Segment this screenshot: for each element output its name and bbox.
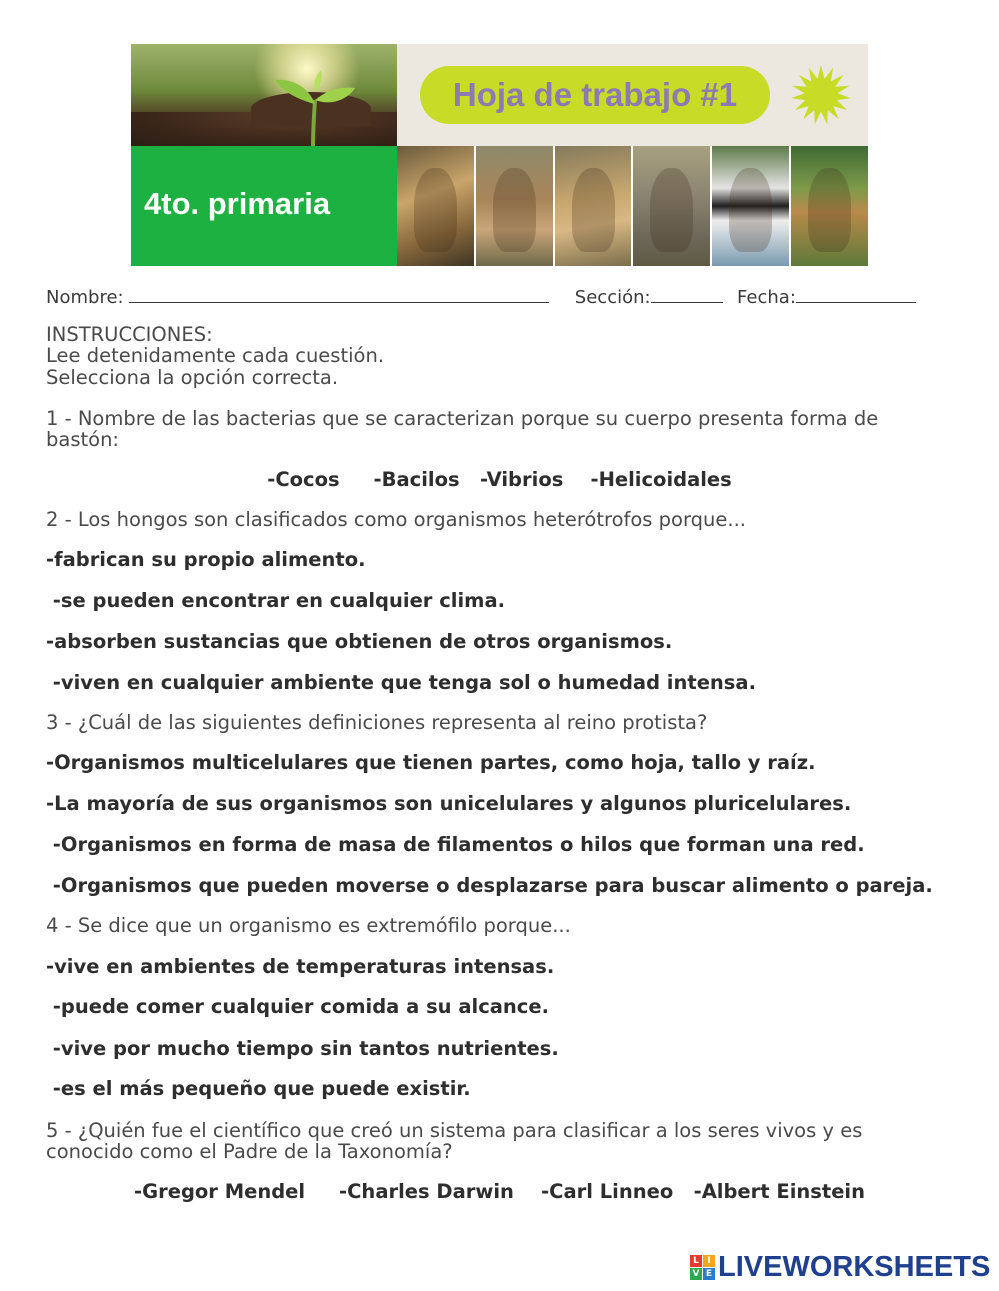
question-3-option-a[interactable]: -Organismos multicelulares que tienen partes, como hoja, tallo y raíz.: [46, 751, 816, 774]
seedling-icon: [269, 70, 359, 146]
name-field[interactable]: [129, 285, 549, 303]
question-4-option-d[interactable]: -es el más pequeño que puede existir.: [46, 1077, 471, 1100]
giraffe-photo: [789, 146, 868, 266]
question-3-text: 3 - ¿Cuál de las siguientes definiciones representa al reino protista?: [46, 711, 708, 734]
section-label: Sección:: [574, 287, 651, 308]
question-2-option-d[interactable]: -viven en cualquier ambiente que tenga sol o humedad intensa.: [46, 671, 756, 694]
date-label: Fecha:: [737, 287, 796, 308]
worksheet-title: Hoja de trabajo #1: [452, 76, 738, 113]
animal-photo-strip: [397, 146, 868, 266]
elephant-photo: [631, 146, 710, 266]
title-pill: [420, 66, 770, 124]
title-area: [397, 44, 868, 146]
zebra-photo: [710, 146, 789, 266]
question-2-text: 2 - Los hongos son clasificados como organismos heterótrofos porque...: [46, 508, 746, 531]
grade-panel: [131, 146, 397, 266]
question-3-option-c[interactable]: -Organismos en forma de masa de filamentos o hilos que forman una red.: [46, 833, 865, 856]
lioness-photo: [553, 146, 632, 266]
starburst-icon: [790, 64, 852, 126]
logo-letter-i: I: [703, 1255, 715, 1267]
question-5-options[interactable]: -Gregor Mendel -Charles Darwin -Carl Linneo -Albert Einstein: [134, 1180, 865, 1203]
liveworksheets-logo[interactable]: [690, 1251, 990, 1284]
date-field[interactable]: [796, 285, 916, 303]
question-3-option-b[interactable]: -La mayoría de sus organismos son unicelulares y algunos pluricelulares.: [46, 792, 852, 815]
question-4-option-b[interactable]: -puede comer cualquier comida a su alcance.: [46, 995, 549, 1018]
logo-letter-e: E: [703, 1268, 715, 1280]
question-2-option-a[interactable]: -fabrican su propio alimento.: [46, 548, 366, 571]
question-5-text: 5 - ¿Quién fue el científico que creó un sistema para clasificar a los seres vivos y es: [46, 1119, 863, 1142]
instructions-line-2: Selecciona la opción correcta.: [46, 366, 339, 389]
student-info-line: [46, 285, 916, 309]
question-3-option-d[interactable]: -Organismos que pueden moverse o desplazarse para buscar alimento o pareja.: [46, 874, 933, 897]
leopard-photo: [397, 146, 474, 266]
instructions-line-1: Lee detenidamente cada cuestión.: [46, 344, 385, 367]
instructions-heading: INSTRUCCIONES:: [46, 323, 213, 346]
logo-letter-l: L: [690, 1255, 702, 1267]
question-1-text: 1 - Nombre de las bacterias que se caracterizan porque su cuerpo presenta forma de: [46, 407, 879, 430]
question-5-text-cont: conocido como el Padre de la Taxonomía?: [46, 1140, 453, 1163]
question-4-text: 4 - Se dice que un organismo es extremófilo porque...: [46, 914, 571, 937]
seedling-image: [131, 44, 397, 146]
worksheet-banner: [131, 44, 868, 266]
antelope-photo: [474, 146, 553, 266]
question-4-option-a[interactable]: -vive en ambientes de temperaturas intensas.: [46, 955, 555, 978]
question-1-text-cont: bastón:: [46, 428, 119, 451]
question-4-option-c[interactable]: -vive por mucho tiempo sin tantos nutrientes.: [46, 1037, 559, 1060]
logo-letter-v: V: [690, 1268, 702, 1280]
name-label: Nombre:: [46, 287, 124, 308]
grade-label: 4to. primaria: [144, 186, 331, 221]
question-1-options[interactable]: -Cocos -Bacilos -Vibrios -Helicoidales: [267, 468, 732, 491]
logo-text: LIVEWORKSHEETS: [718, 1251, 991, 1283]
section-field[interactable]: [651, 285, 723, 303]
question-2-option-b[interactable]: -se pueden encontrar en cualquier clima.: [46, 589, 506, 612]
logo-mark: [690, 1255, 715, 1280]
question-2-option-c[interactable]: -absorben sustancias que obtienen de otros organismos.: [46, 630, 673, 653]
